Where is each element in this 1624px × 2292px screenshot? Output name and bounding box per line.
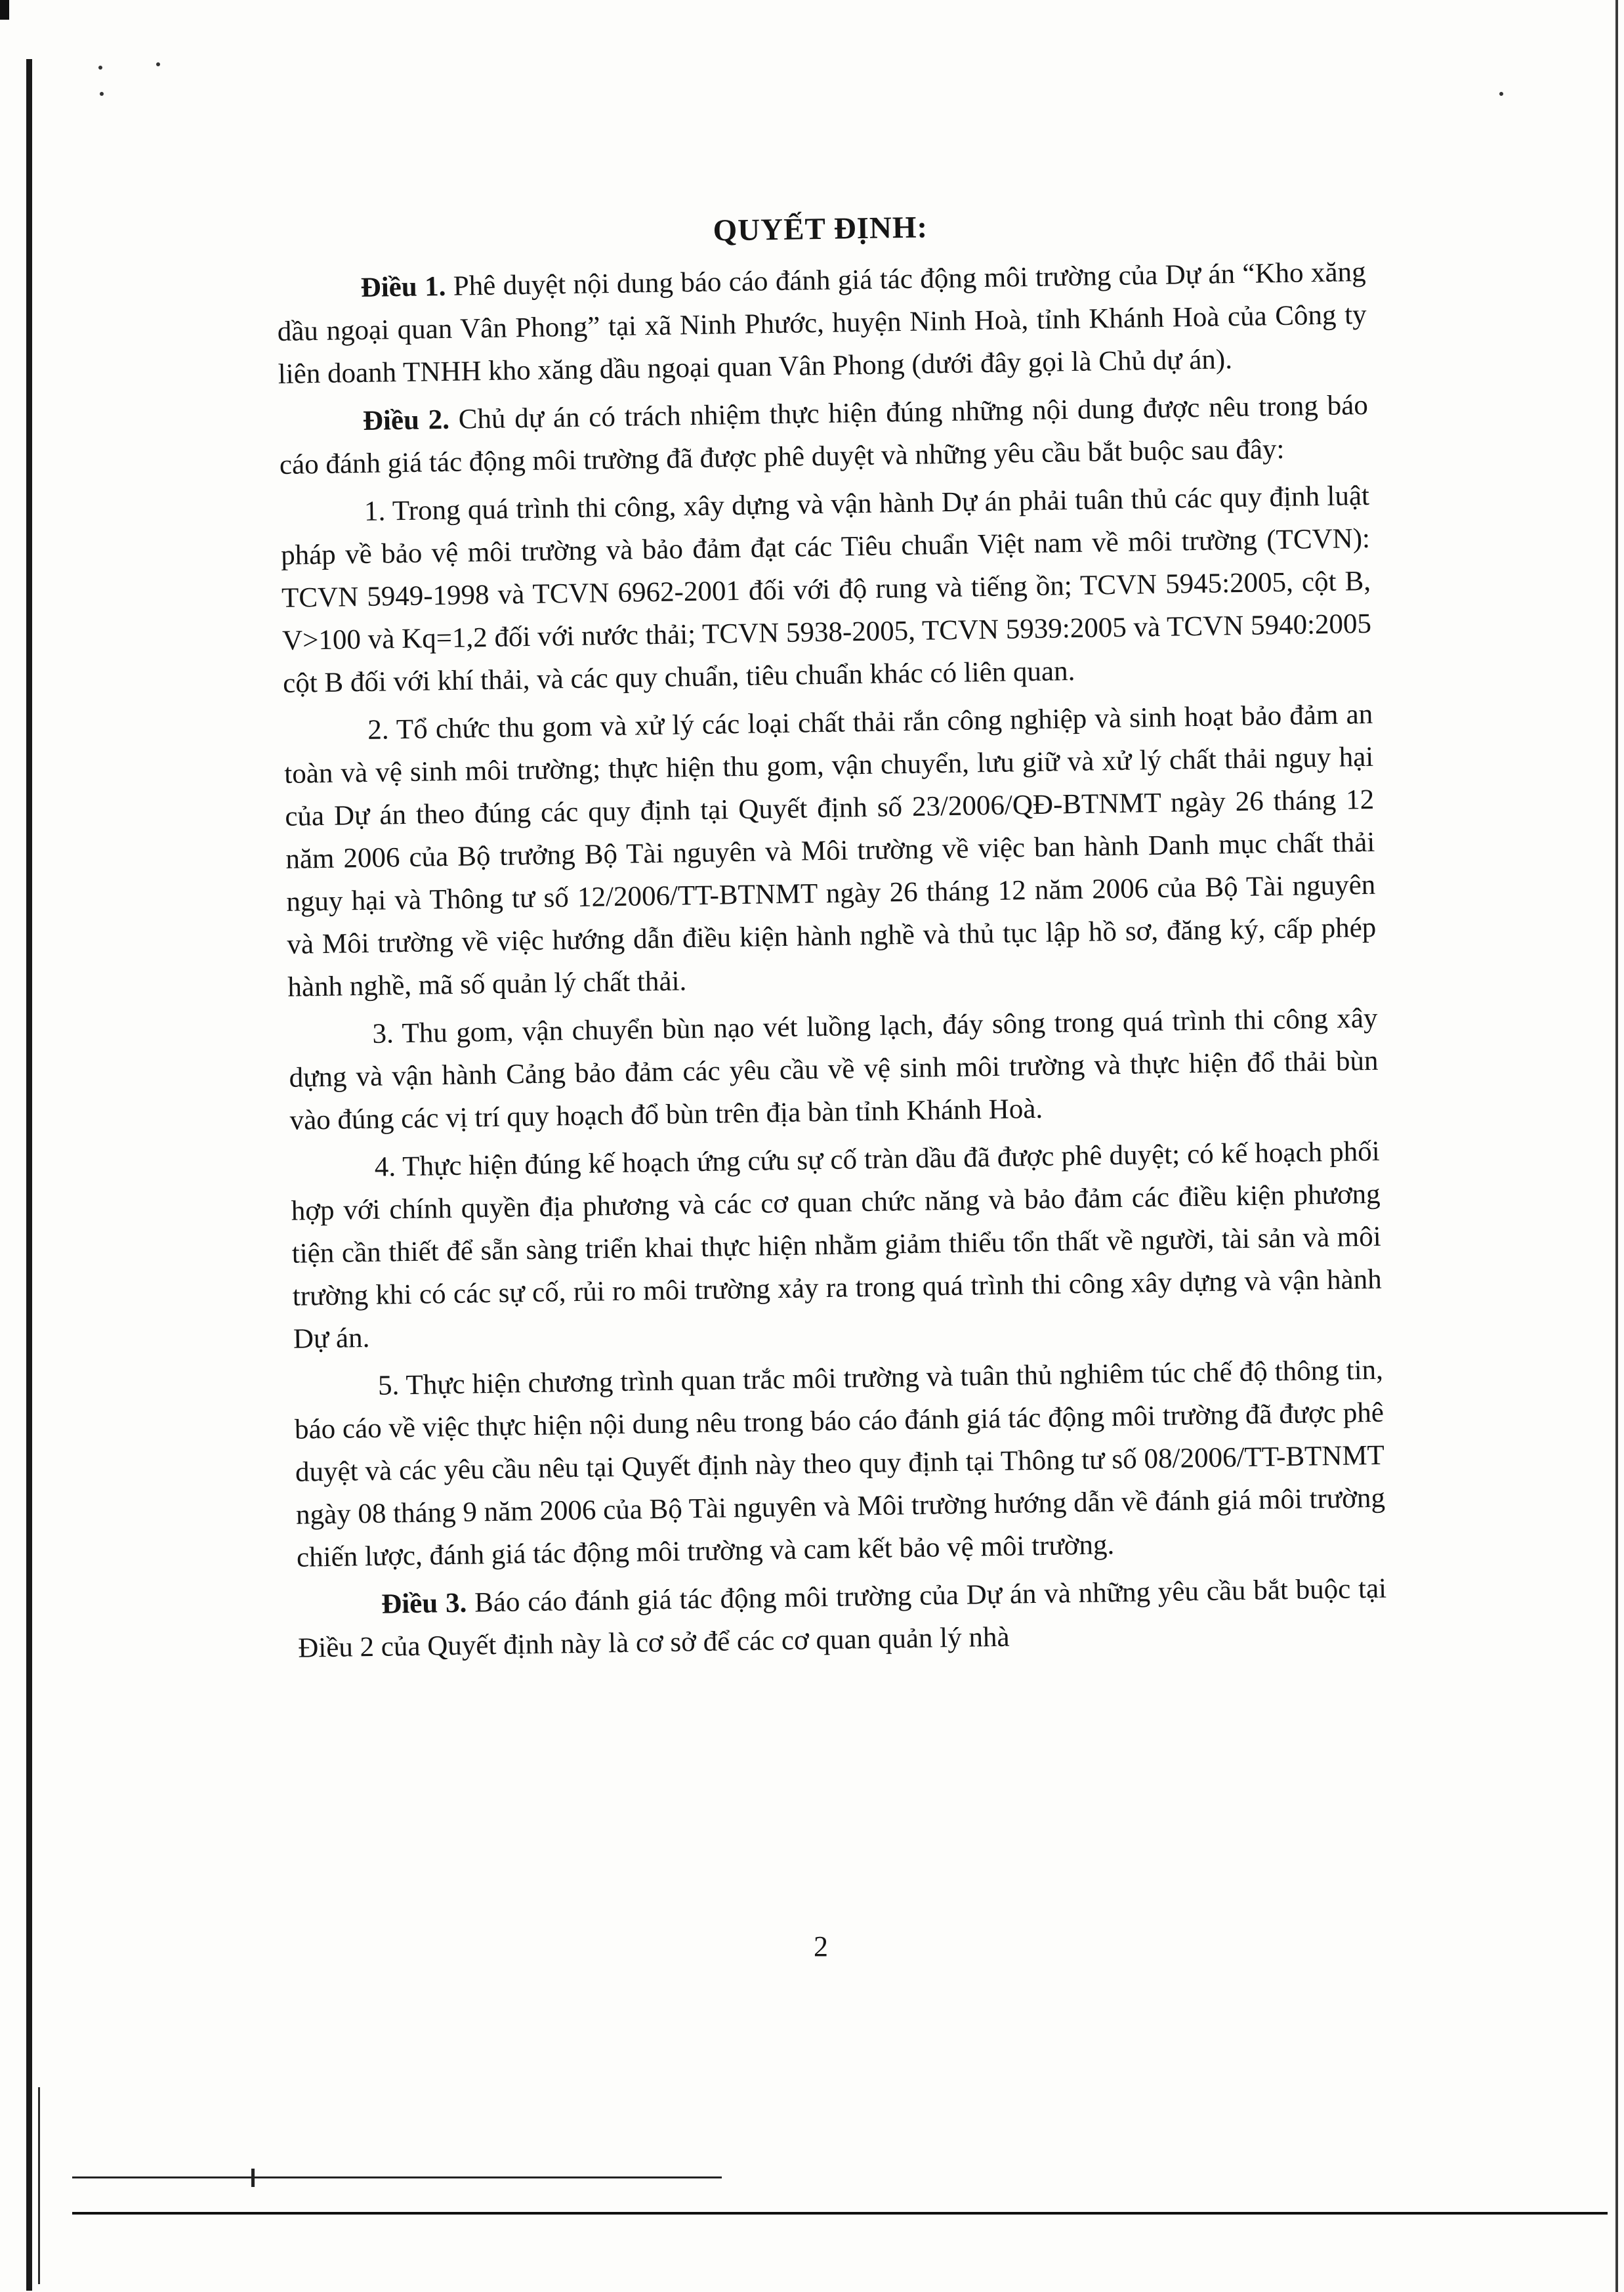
scan-left-edge-thin bbox=[38, 2087, 40, 2284]
article-2-item-3: 3. Thu gom, vận chuyển bùn nạo vét luồng lạch, đáy sông trong quá trình thi công xây dựng và vận hành Cảng bảo đảm các yêu cầu về vệ sinh môi trường và thực hiện đổ thải bùn vào đúng các vị trí quy hoạch đổ bùn trên địa bàn tỉnh Khánh Hoà. bbox=[289, 1002, 1379, 1136]
article-1-text: Phê duyệt nội dung báo cáo đánh giá tác động môi trường của Dự án “Kho xăng dầu ngoại quan Vân Phong” tại xã Ninh Phước, huyện Ninh Hoà, tỉnh Khánh Hoà của Công ty liên doanh TNHH kho xăng dầu ngoại quan Vân Phong (dưới đây gọi là Chủ dự án). bbox=[277, 256, 1367, 390]
article-2-label: Điều 2. bbox=[362, 404, 450, 436]
bottom-rule-tick bbox=[251, 2169, 255, 2187]
scan-speck bbox=[98, 66, 102, 70]
scan-speck bbox=[156, 62, 160, 66]
article-2-item-5: 5. Thực hiện chương trình quan trắc môi trường và tuân thủ nghiêm túc chế độ thông tin, báo cáo về việc thực hiện nội dung nêu trong báo cáo đánh giá tác động môi trường đã được phê duyệt và các yêu cầu nêu tại Quyết định này theo quy định tại Thông tư số 08/2006/TT-BTNMT ngày 08 tháng 9 năm 2006 của Bộ Tài nguyên và Môi trường hướng dẫn về đánh giá môi trường chiến lược, đánh giá tác động môi trường và cam kết bảo vệ môi trường. bbox=[294, 1354, 1386, 1573]
article-2 bbox=[278, 384, 1369, 486]
scan-speck bbox=[1499, 92, 1503, 96]
scan-speck bbox=[100, 92, 104, 96]
decision-document bbox=[276, 200, 1388, 1675]
scan-corner-mark bbox=[0, 0, 9, 20]
article-2-text: Chủ dự án có trách nhiệm thực hiện đúng những nội dung được nêu trong báo cáo đánh giá tác động môi trường đã được phê duyệt và những yêu cầu bắt buộc sau đây: bbox=[279, 389, 1369, 480]
article-3-label: Điều 3. bbox=[381, 1587, 467, 1620]
page-number: 2 bbox=[814, 1930, 828, 1963]
article-2-item-4: 4. Thực hiện đúng kế hoạch ứng cứu sự cố tràn dầu đã được phê duyệt; có kế hoạch phối hợp với chính quyền địa phương và các cơ quan chức năng và bảo đảm các điều kiện phương tiện cần thiết để sẵn sàng triển khai thực hiện nhằm giảm thiểu tổn thất về người, tài sản và môi trường khi có các sự cố, rủi ro môi trường xảy ra trong quá trình thi công xây dựng và vận hành Dự án. bbox=[291, 1135, 1383, 1355]
scan-left-edge bbox=[26, 59, 32, 2291]
article-2-item-1: 1. Trong quá trình thi công, xây dựng và vận hành Dự án phải tuân thủ các quy định luật pháp về bảo vệ môi trường và bảo đảm đạt các Tiêu chuẩn Việt nam về môi trường (TCVN): TCVN 5949-1998 và TCVN 6962-2001 đối với độ rung và tiếng ồn; TCVN 5945:2005, cột B, V>100 và Kq=1,2 đối với nước thải; TCVN 5938-2005, TCVN 5939:2005 và TCVN 5940:2005 cột B đối với khí thải, và các quy chuẩn, tiêu chuẩn khác có liên quan. bbox=[280, 480, 1372, 699]
article-1-label: Điều 1. bbox=[360, 270, 446, 303]
article-1 bbox=[276, 251, 1367, 396]
article-3 bbox=[297, 1567, 1388, 1670]
article-2-item-2: 2. Tổ chức thu gom và xử lý các loại chất thải rắn công nghiệp và sinh hoạt bảo đảm an toàn và vệ sinh môi trường; thực hiện thu gom, vận chuyển, lưu giữ và xử lý chất thải nguy hại của Dự án theo đúng các quy định tại Quyết định số 23/2006/QĐ-BTNMT ngày 26 tháng 12 năm 2006 của Bộ trưởng Bộ Tài nguyên và Môi trường về việc ban hành Danh mục chất thải nguy hại và Thông tư số 12/2006/TT-BTNMT ngày 26 tháng 12 năm 2006 của Bộ Tài nguyên và Môi trường về việc hướng dẫn điều kiện hành nghề và thủ tục lập hồ sơ, đăng ký, cấp phép hành nghề, mã số quản lý chất thải. bbox=[283, 698, 1377, 1003]
article-3-text: Báo cáo đánh giá tác động môi trường của Dự án và những yêu cầu bắt buộc tại Điều 2 của Quyết định này là cơ sở để các cơ quan quản lý nhà bbox=[297, 1573, 1387, 1664]
scan-right-edge bbox=[1615, 0, 1618, 2292]
bottom-border-line bbox=[72, 2212, 1608, 2215]
bottom-rule bbox=[72, 2176, 722, 2178]
document-title: QUYẾT ĐỊNH: bbox=[713, 210, 928, 248]
